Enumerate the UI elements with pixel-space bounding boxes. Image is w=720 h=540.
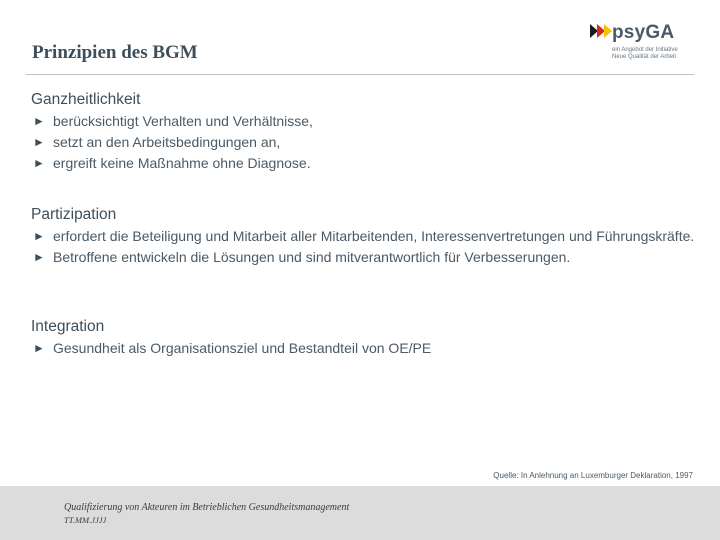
footer-date: TT.MM.JJJJ	[64, 515, 107, 525]
psyga-logo	[590, 22, 700, 66]
bullet-text: setzt an den Arbeitsbedingungen an,	[53, 134, 281, 150]
footer-bar	[0, 486, 720, 540]
bullet-item	[31, 153, 313, 174]
footer-title: Qualifizierung von Akteuren im Betrieblichen Gesundheitsmanagement	[64, 502, 350, 513]
bullet-arrow-icon: ►	[33, 250, 45, 264]
section-ganzheitlichkeit	[31, 91, 313, 174]
bullet-text: erfordert die Beteiligung und Mitarbeit aller Mitarbeitenden, Interessenvertretungen und Führungskräfte.	[53, 228, 695, 244]
section-heading: Ganzheitlichkeit	[31, 91, 141, 108]
logo-name: psyGA	[612, 22, 675, 43]
bullet-arrow-icon: ►	[33, 135, 45, 149]
source-citation: Quelle: In Anlehnung an Luxemburger Deklaration, 1997	[493, 471, 693, 480]
bullet-text: Gesundheit als Organisationsziel und Bestandteil von OE/PE	[53, 340, 432, 356]
bullet-item	[31, 226, 701, 247]
section-heading: Partizipation	[31, 206, 117, 223]
section-heading: Integration	[31, 318, 105, 335]
bullet-arrow-icon: ►	[33, 114, 45, 128]
bullet-text: ergreift keine Maßnahme ohne Diagnose.	[53, 155, 311, 171]
page-title: Prinzipien des BGM	[32, 42, 198, 63]
section-partizipation	[31, 206, 701, 268]
bullet-item	[31, 338, 431, 359]
bullet-item	[31, 247, 701, 268]
bullet-text: berücksichtigt Verhalten und Verhältnisse,	[53, 113, 313, 129]
bullet-arrow-icon: ►	[33, 156, 45, 170]
arrows-icon	[590, 24, 614, 38]
bullet-text: Betroffene entwickeln die Lösungen und sind mitverantwortlich für Verbesserungen.	[53, 249, 571, 265]
logo-tagline-1: ein Angebot der Initiative	[612, 47, 678, 53]
bullet-item	[31, 111, 313, 132]
title-divider	[26, 74, 694, 75]
logo-tagline-2: Neue Qualität der Arbeit	[612, 54, 677, 60]
bullet-item	[31, 132, 313, 153]
section-integration	[31, 318, 431, 359]
bullet-arrow-icon: ►	[33, 341, 45, 355]
bullet-arrow-icon: ►	[33, 229, 45, 243]
